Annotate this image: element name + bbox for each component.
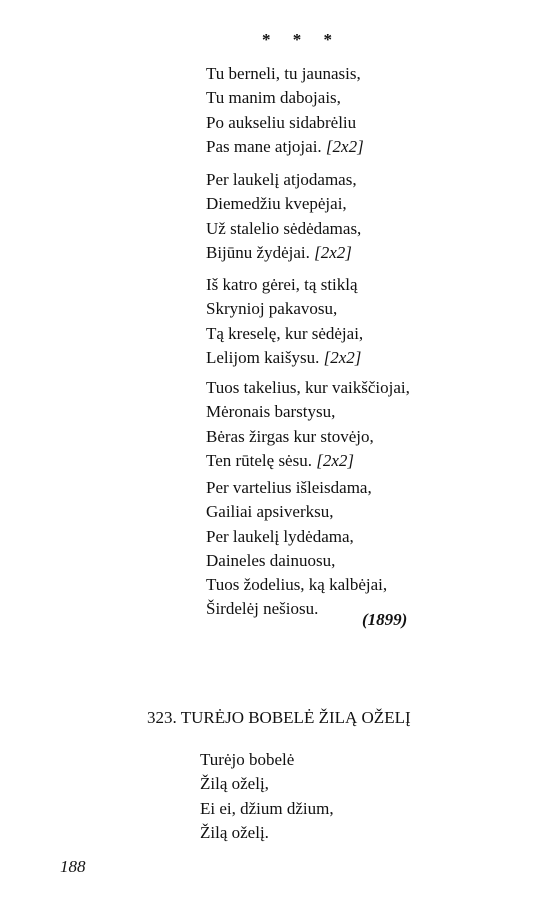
stanza-5 xyxy=(206,476,387,622)
poem-line: Skrynioj pakavosu, xyxy=(206,299,338,319)
poem-line: Per vartelius išleisdama, xyxy=(206,478,372,497)
poem-line: Ten rūtelę sėsu. [2x2] xyxy=(206,450,354,470)
poem-line: Diemedžiu kvepėjai, xyxy=(206,194,347,214)
refrain-marker: [2x2] xyxy=(314,242,352,262)
stanza-1 xyxy=(206,62,364,159)
page-number: 188 xyxy=(60,857,86,876)
poem-line: Žilą oželį. xyxy=(200,822,269,842)
section-separator: * * * xyxy=(262,30,341,49)
poem-line: Bijūnu žydėjai. [2x2] xyxy=(206,242,352,262)
poem-line: Mėronais barstysu, xyxy=(206,402,336,422)
poem-line: Tuos žodelius, ką kalbėjai, xyxy=(206,575,388,595)
poem-line: Pas mane atjojai. [2x2] xyxy=(206,136,364,156)
poem-line: Bėras žirgas kur stovėjo, xyxy=(206,426,374,446)
poem-line: Ei ei, džium džium, xyxy=(200,798,334,818)
refrain-marker: [2x2] xyxy=(323,347,362,367)
poem-line: Iš katro gėrei, tą stiklą xyxy=(206,275,358,294)
poem-line: Turėjo bobelė xyxy=(200,750,295,769)
poem-line: Širdelėj nešiosu. xyxy=(206,599,319,619)
poem-line: Žilą oželį, xyxy=(200,774,269,794)
refrain-marker: [2x2] xyxy=(325,136,364,156)
poem-line: Tu berneli, tu jaunasis, xyxy=(206,64,361,83)
poem-line: Gailiai apsiverksu, xyxy=(206,502,334,522)
poem-line: Per laukelį atjodamas, xyxy=(206,170,357,189)
stanza-4 xyxy=(206,376,410,473)
poem-line: Tuos takelius, kur vaikščiojai, xyxy=(206,378,410,397)
song-title: 323. TURĖJO BOBELĖ ŽILĄ OŽELĮ xyxy=(147,708,411,727)
poem-line: Daineles dainuosu, xyxy=(206,550,336,570)
poem-line: Už stalelio sėdėdamas, xyxy=(206,218,362,238)
stanza-2 xyxy=(206,168,361,265)
poem-line: Tą kreselę, kur sėdėjai, xyxy=(206,323,364,343)
stanza-3 xyxy=(206,273,363,370)
poem-line: Tu manim dabojais, xyxy=(206,88,341,108)
poem-line: Per laukelį lydėdama, xyxy=(206,526,354,546)
poem-line: Po aukseliu sidabrėliu xyxy=(206,112,357,132)
poem-year: (1899) xyxy=(362,610,408,629)
song-opening-stanza xyxy=(200,748,334,845)
refrain-marker: [2x2] xyxy=(316,450,354,470)
poem-line: Lelijom kaišysu. [2x2] xyxy=(206,347,362,367)
